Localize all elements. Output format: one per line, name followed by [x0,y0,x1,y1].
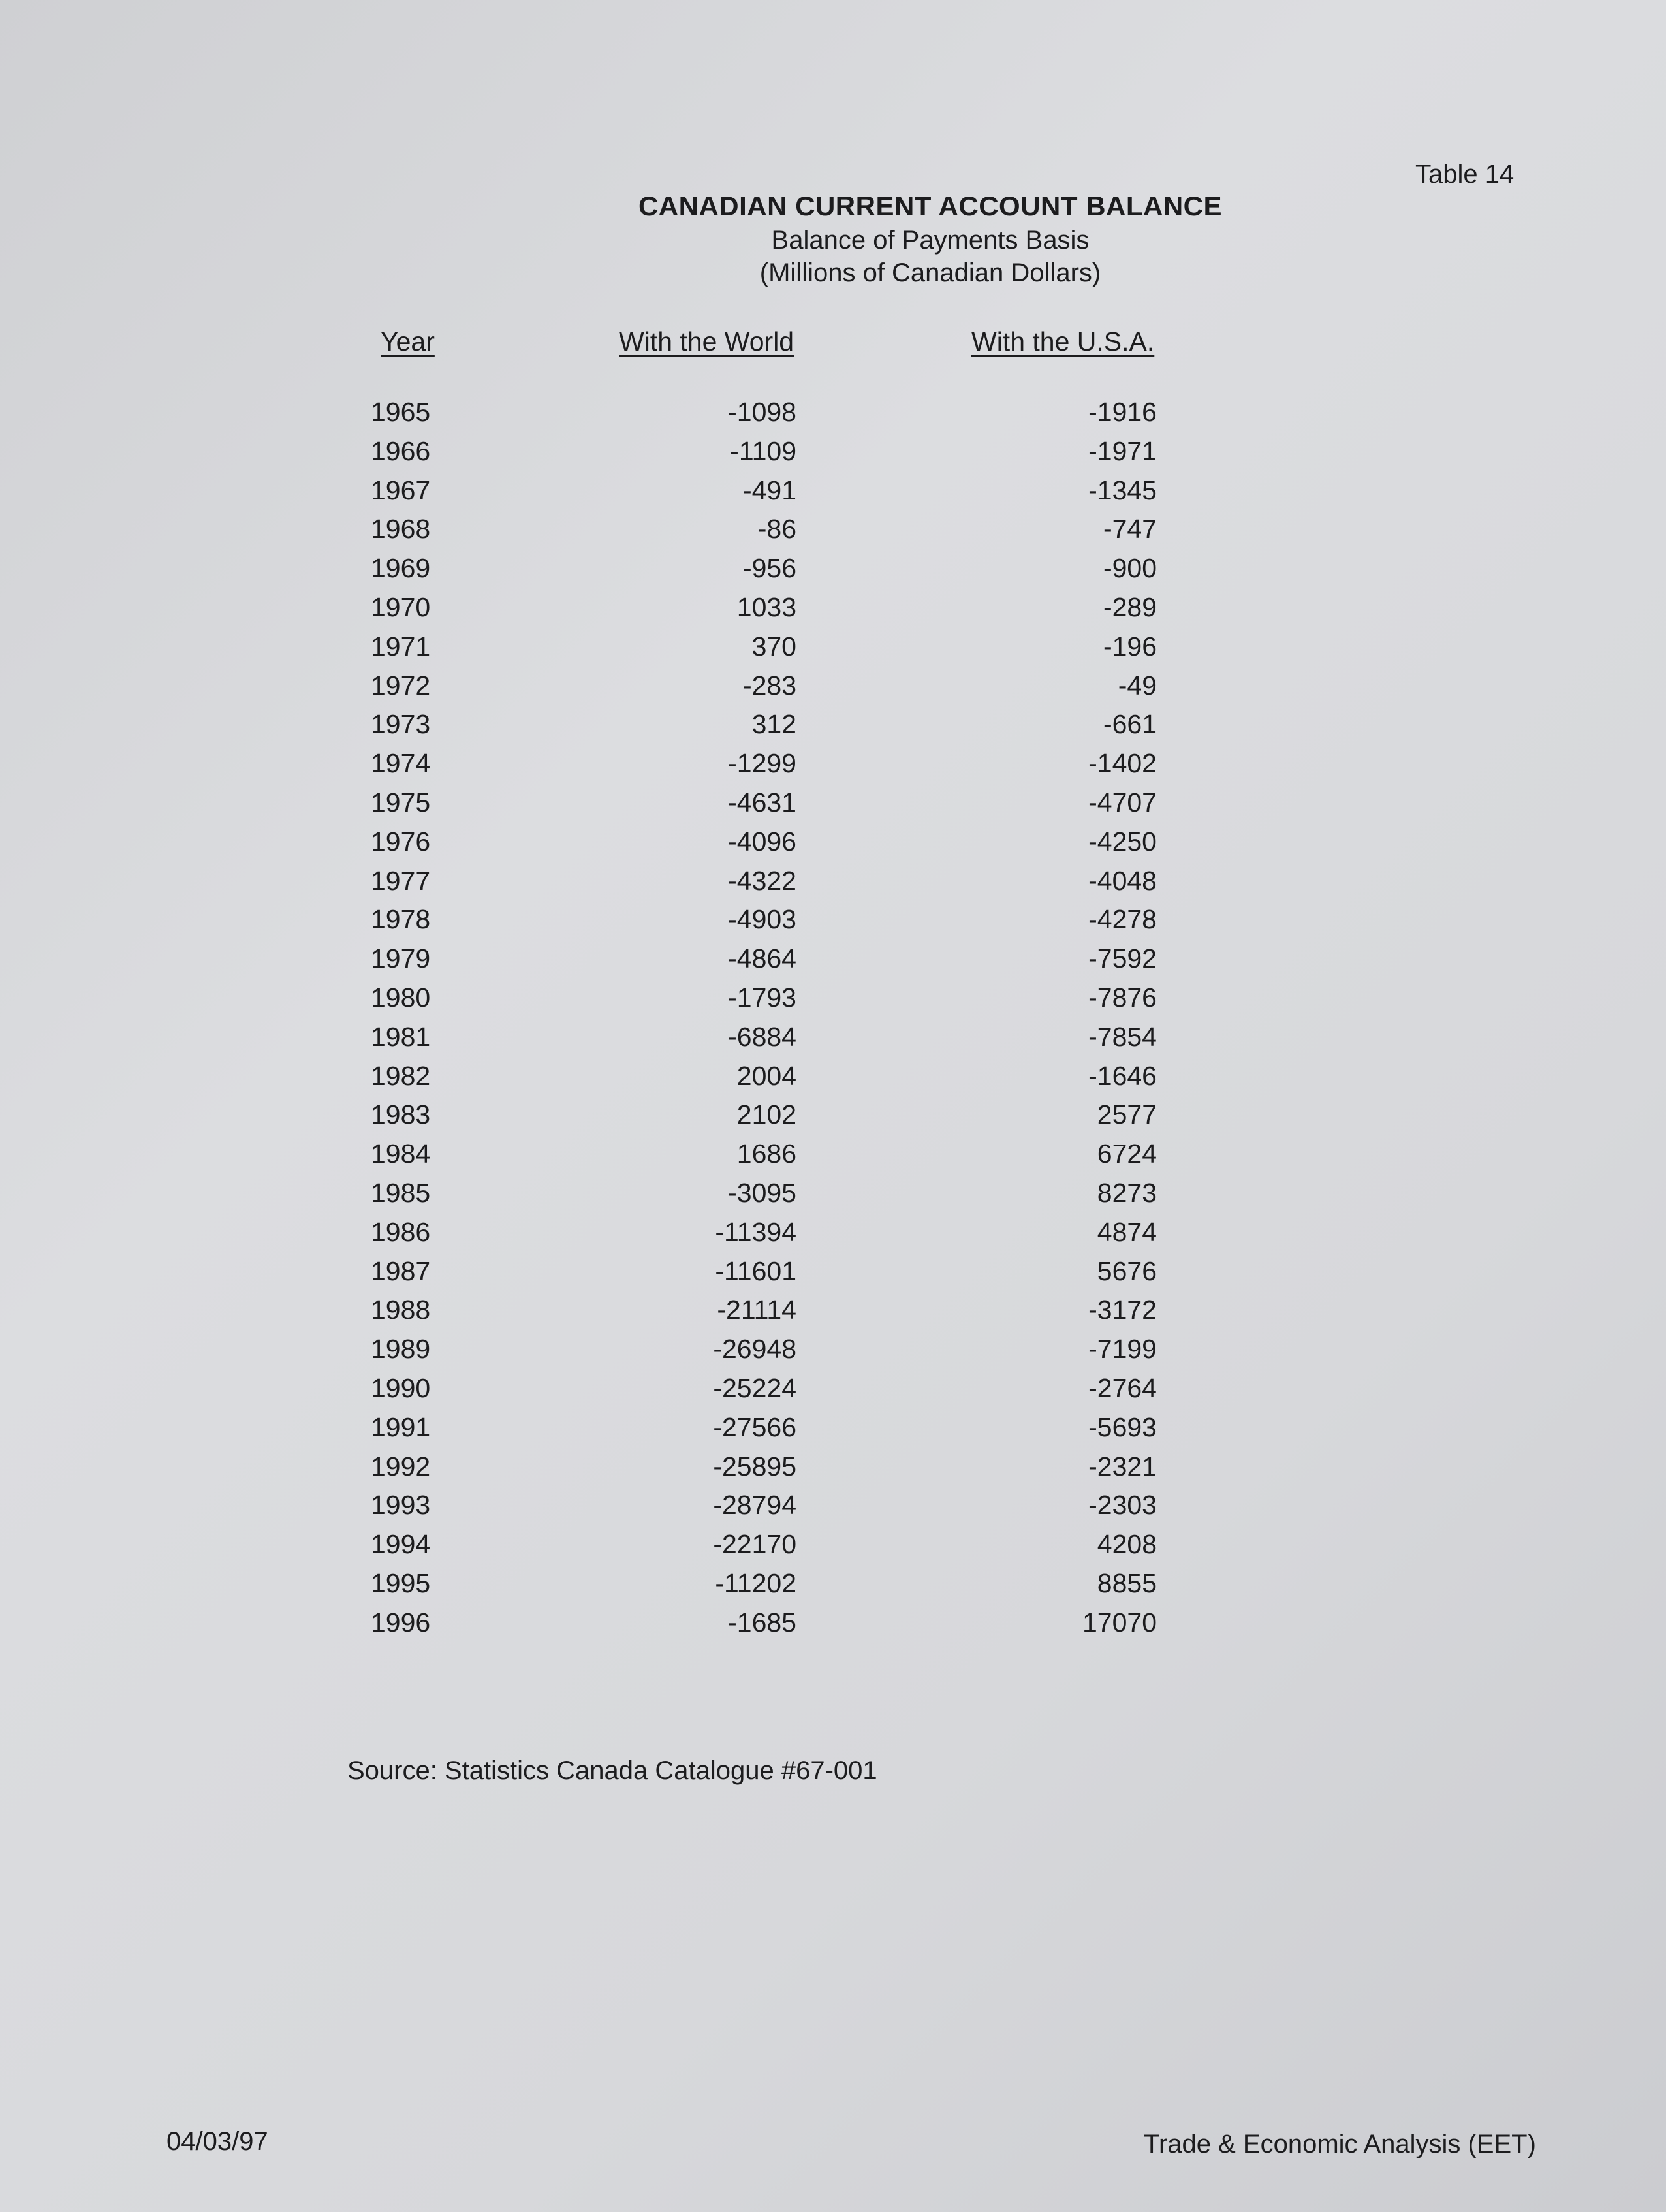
table-row [0,1334,1666,1373]
cell-usa: -7854 [1088,1021,1157,1052]
cell-world: -28794 [713,1490,796,1521]
cell-world: -4864 [728,943,796,974]
cell-world: -4096 [728,826,796,857]
table-row [0,592,1666,631]
cell-usa: -661 [1103,709,1157,740]
table-row [0,709,1666,748]
cell-year: 1991 [371,1412,431,1442]
cell-usa: 8855 [1097,1568,1157,1598]
cell-usa: -900 [1103,553,1157,584]
cell-year: 1971 [371,631,431,661]
cell-usa: -3172 [1088,1295,1157,1325]
table-row [0,904,1666,943]
cell-year: 1992 [371,1451,431,1481]
cell-world: -21114 [717,1295,796,1325]
table-row [0,553,1666,592]
table-row [0,631,1666,671]
cell-usa: 6724 [1097,1139,1157,1169]
cell-usa: -196 [1103,631,1157,661]
cell-year: 1989 [371,1334,431,1365]
cell-usa: 5676 [1097,1256,1157,1286]
cell-year: 1995 [371,1568,431,1598]
footer-date: 04/03/97 [166,2127,268,2156]
table-row [0,1373,1666,1412]
cell-world: -22170 [713,1529,796,1560]
cell-world: -1685 [728,1607,796,1637]
cell-world: -1109 [730,435,796,466]
cell-world: -11202 [715,1568,796,1598]
table-row [0,1099,1666,1139]
cell-usa: -49 [1118,670,1157,701]
cell-usa: 2577 [1097,1099,1157,1130]
table-row [0,748,1666,787]
cell-year: 1976 [371,826,431,857]
cell-usa: 4874 [1097,1216,1157,1247]
cell-world: -4322 [728,865,796,896]
table-row [0,866,1666,905]
table-number-label: Table 14 [1415,160,1515,189]
source-note: Source: Statistics Canada Catalogue #67-001 [347,1756,877,1785]
cell-world: -1299 [728,748,796,779]
cell-usa: -289 [1103,592,1157,622]
table-row [0,1568,1666,1607]
cell-year: 1993 [371,1490,431,1521]
cell-world: -25895 [713,1451,796,1481]
cell-year: 1977 [371,865,431,896]
table-row [0,1256,1666,1295]
cell-year: 1979 [371,943,431,974]
data-table [0,397,1666,1647]
column-header-year: Year [381,326,435,356]
cell-world: -86 [757,514,796,545]
cell-usa: -4048 [1088,865,1157,896]
cell-year: 1987 [371,1256,431,1286]
cell-usa: -747 [1103,514,1157,545]
cell-usa: -4278 [1088,904,1157,935]
cell-year: 1994 [371,1529,431,1560]
cell-world: -25224 [713,1372,796,1403]
cell-world: -27566 [713,1412,796,1442]
column-header-usa: With the U.S.A. [971,326,1155,356]
cell-year: 1975 [371,787,431,817]
table-row [0,671,1666,710]
cell-year: 1980 [371,982,431,1013]
cell-world: 312 [751,709,796,740]
cell-year: 1986 [371,1216,431,1247]
cell-year: 1990 [371,1372,431,1403]
footer-organization: Trade & Economic Analysis (EET) [1144,2130,1536,2158]
cell-year: 1974 [371,748,431,779]
cell-world: -4903 [728,904,796,935]
cell-year: 1988 [371,1295,431,1325]
cell-year: 1981 [371,1021,431,1052]
cell-year: 1970 [371,592,431,622]
cell-world: 2004 [736,1060,796,1091]
cell-world: -4631 [728,787,796,817]
document-title: CANADIAN CURRENT ACCOUNT BALANCE [638,191,1223,221]
cell-usa: 17070 [1082,1607,1157,1637]
cell-year: 1972 [371,670,431,701]
cell-year: 1973 [371,709,431,740]
cell-usa: -1345 [1088,475,1157,505]
cell-usa: -2764 [1088,1372,1157,1403]
cell-world: 1686 [736,1139,796,1169]
cell-year: 1969 [371,553,431,584]
cell-world: -283 [742,670,796,701]
cell-world: -26948 [713,1334,796,1365]
cell-usa: -1916 [1088,397,1157,427]
cell-world: -3095 [728,1177,796,1208]
table-row [0,1529,1666,1568]
cell-year: 1966 [371,435,431,466]
cell-year: 1982 [371,1060,431,1091]
cell-year: 1968 [371,514,431,545]
cell-world: -11601 [715,1256,796,1286]
table-row [0,1295,1666,1334]
table-row [0,436,1666,475]
cell-world: 2102 [736,1099,796,1130]
cell-usa: -1971 [1088,435,1157,466]
table-row [0,1178,1666,1217]
cell-year: 1984 [371,1139,431,1169]
cell-world: -1793 [728,982,796,1013]
table-row [0,943,1666,983]
cell-usa: -5693 [1088,1412,1157,1442]
cell-usa: -7592 [1088,943,1157,974]
cell-usa: 4208 [1097,1529,1157,1560]
cell-year: 1996 [371,1607,431,1637]
table-row [0,1451,1666,1491]
table-row [0,1490,1666,1529]
table-row [0,1217,1666,1256]
table-row [0,1061,1666,1100]
cell-usa: -7199 [1088,1334,1157,1365]
column-header-world: With the World [619,326,794,356]
cell-year: 1983 [371,1099,431,1130]
cell-year: 1965 [371,397,431,427]
cell-world: -1098 [728,397,796,427]
cell-year: 1967 [371,475,431,505]
cell-world: 1033 [736,592,796,622]
cell-usa: -4250 [1088,826,1157,857]
cell-usa: -1646 [1088,1060,1157,1091]
cell-usa: -2321 [1088,1451,1157,1481]
cell-usa: -7876 [1088,982,1157,1013]
table-row [0,1607,1666,1647]
table-row [0,475,1666,514]
table-row [0,1139,1666,1178]
cell-world: 370 [751,631,796,661]
cell-usa: 8273 [1097,1177,1157,1208]
cell-usa: -2303 [1088,1490,1157,1521]
table-row [0,827,1666,866]
table-row [0,1022,1666,1061]
table-row [0,1412,1666,1451]
cell-year: 1978 [371,904,431,935]
table-row [0,397,1666,436]
table-row [0,787,1666,827]
table-row [0,514,1666,553]
subtitle-basis: Balance of Payments Basis [771,226,1090,255]
table-row [0,983,1666,1022]
cell-world: -11394 [715,1216,796,1247]
cell-world: -6884 [728,1021,796,1052]
cell-year: 1985 [371,1177,431,1208]
cell-usa: -1402 [1088,748,1157,779]
cell-world: -491 [742,475,796,505]
subtitle-units: (Millions of Canadian Dollars) [759,259,1101,287]
cell-usa: -4707 [1088,787,1157,817]
cell-world: -956 [742,553,796,584]
